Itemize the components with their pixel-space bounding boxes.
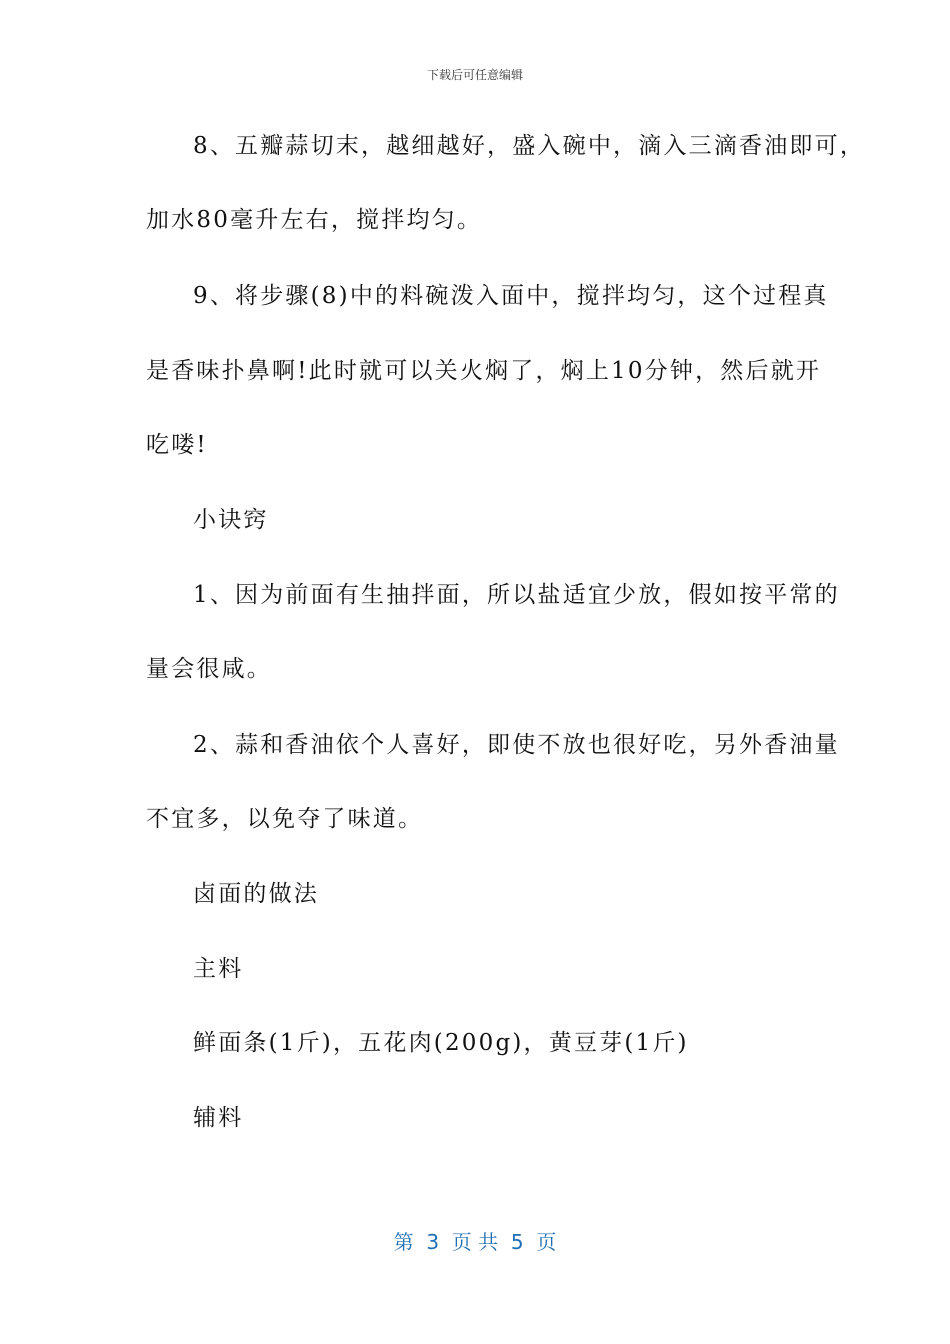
paragraph-line: 2、蒜和香油依个人喜好，即使不放也很好吃，另外香油量: [193, 732, 840, 758]
section-heading-recipe: 卤面的做法: [193, 881, 319, 907]
paragraph-line: 是香味扑鼻啊!此时就可以关火焖了，焖上10分钟，然后就开: [146, 358, 822, 384]
paragraph-line: 量会很咸。: [146, 656, 272, 682]
paragraph-line: 不宜多，以免夺了味道。: [146, 806, 424, 832]
ingredient-line: 鲜面条(1斤)，五花肉(200g)，黄豆芽(1斤): [193, 1030, 689, 1056]
paragraph-line: 加水80毫升左右，搅拌均匀。: [146, 207, 483, 233]
section-heading-tips: 小诀窍: [193, 507, 269, 533]
page-header-note: 下载后可任意编辑: [426, 68, 523, 82]
paragraph-line: 8、五瓣蒜切末，越细越好，盛入碗中，滴入三滴香油即可，: [193, 133, 866, 159]
page-number-footer: 第 3 页 共 5 页: [393, 1230, 557, 1254]
paragraph-line: 吃喽!: [146, 432, 208, 458]
paragraph-line: 1、因为前面有生抽拌面，所以盐适宜少放，假如按平常的: [193, 582, 840, 608]
section-heading-main-ingredients: 主料: [193, 956, 244, 982]
section-heading-auxiliary: 辅料: [193, 1105, 244, 1131]
paragraph-line: 9、将步骤(8)中的料碗泼入面中，搅拌均匀，这个过程真: [193, 283, 829, 309]
